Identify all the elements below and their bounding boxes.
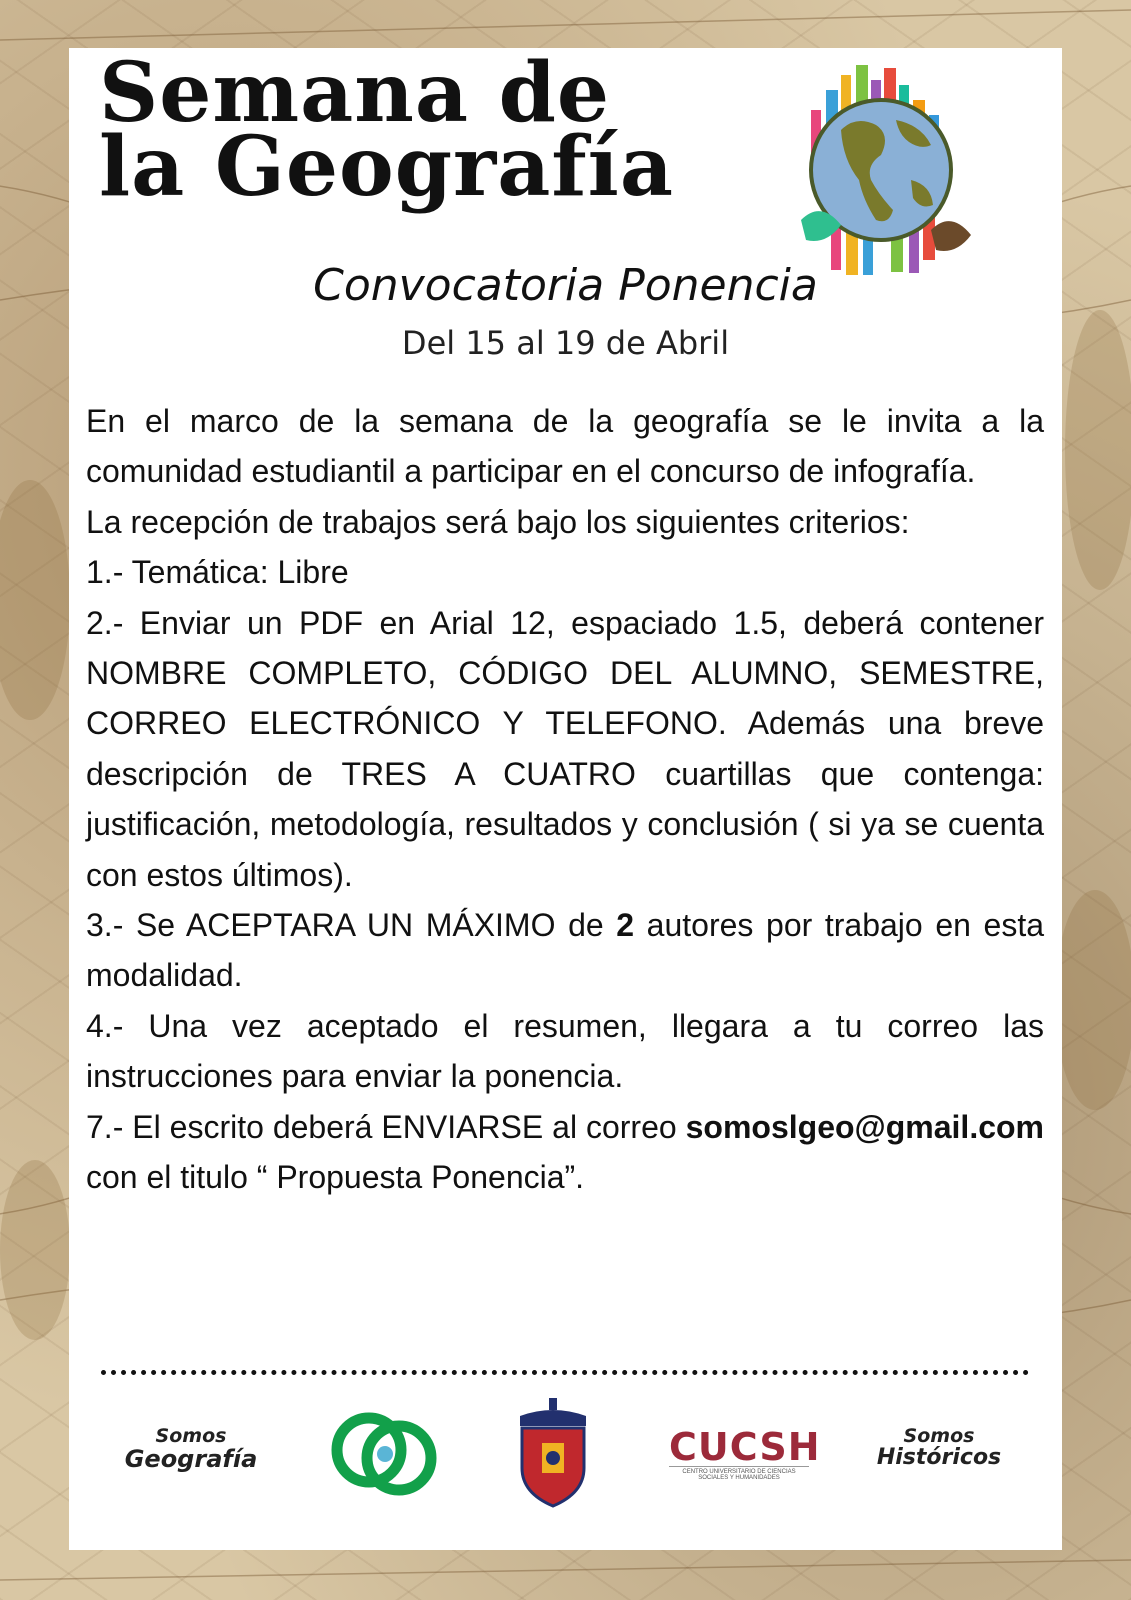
criterion-3-before: 3.- Se ACEPTARA UN MÁXIMO de [86,907,617,944]
criterion-7-after: con el titulo “ Propuesta Ponencia”. [86,1159,585,1196]
udg-crest-icon [512,1398,594,1508]
subtitle: Convocatoria Ponencia [313,260,818,311]
somos-historicos-logo [869,1426,1009,1470]
call-body [86,396,1044,1203]
max-authors-number: 2 [616,907,635,944]
title-line-2: la Geografía [99,119,674,215]
somos-geografia-logo [121,1426,261,1472]
somos-historicos-line2: Históricos [876,1445,1002,1470]
event-dates: Del 15 al 19 de Abril [401,324,730,362]
poster-title [99,45,674,215]
cucsh-subtitle: CENTRO UNIVERSITARIO DE CIENCIAS SOCIALES Y HUMANIDADES [669,1466,809,1481]
title-line-1: Semana de [99,45,611,141]
cucsh-logo [669,1425,821,1481]
somos-historicos-line1: Somos [903,1425,975,1447]
globe-city-icon [771,60,991,280]
green-rings-logo-icon [327,1406,442,1501]
criterion-3-after: autores por trabajo en esta modalidad. [86,907,1045,994]
criterion-2: 2.- Enviar un PDF en Arial 12, espaciado 1.5, deberá contener NOMBRE COMPLETO, CÓDIGO DEL ALUMNO, SEMESTRE, CORREO ELECTRÓNICO Y TELEFONO. Además una breve descripción de TRES A CUATRO cuartillas que contenga: justificación, metodología, resultados y conclusión ( si ya se cuenta con estos últimos). [86,604,1044,893]
poster-sheet [69,45,1062,1550]
cucsh-name: CUCSH [669,1425,821,1469]
criterion-3 [86,900,1044,1001]
criterion-1: 1.- Temática: Libre [86,554,349,591]
criterion-7 [86,1102,1044,1203]
criteria-intro: La recepción de trabajos será bajo los siguientes criterios: [86,503,910,540]
sponsor-logos [69,1398,1062,1528]
contact-email: somoslgeo@gmail.com [685,1108,1044,1145]
somos-geografia-line2: Geografía [124,1445,258,1473]
dotted-divider [101,1370,1029,1375]
intro-paragraph: En el marco de la semana de la geografía se le invita a la comunidad estudiantil a participar en el concurso de infografía. [86,403,1044,490]
somos-geografia-line1: Somos [155,1425,227,1447]
criterion-7-before: 7.- El escrito deberá ENVIARSE al correo [86,1108,686,1145]
criterion-4: 4.- Una vez aceptado el resumen, llegara a tu correo las instrucciones para enviar la ponencia. [86,1007,1044,1095]
